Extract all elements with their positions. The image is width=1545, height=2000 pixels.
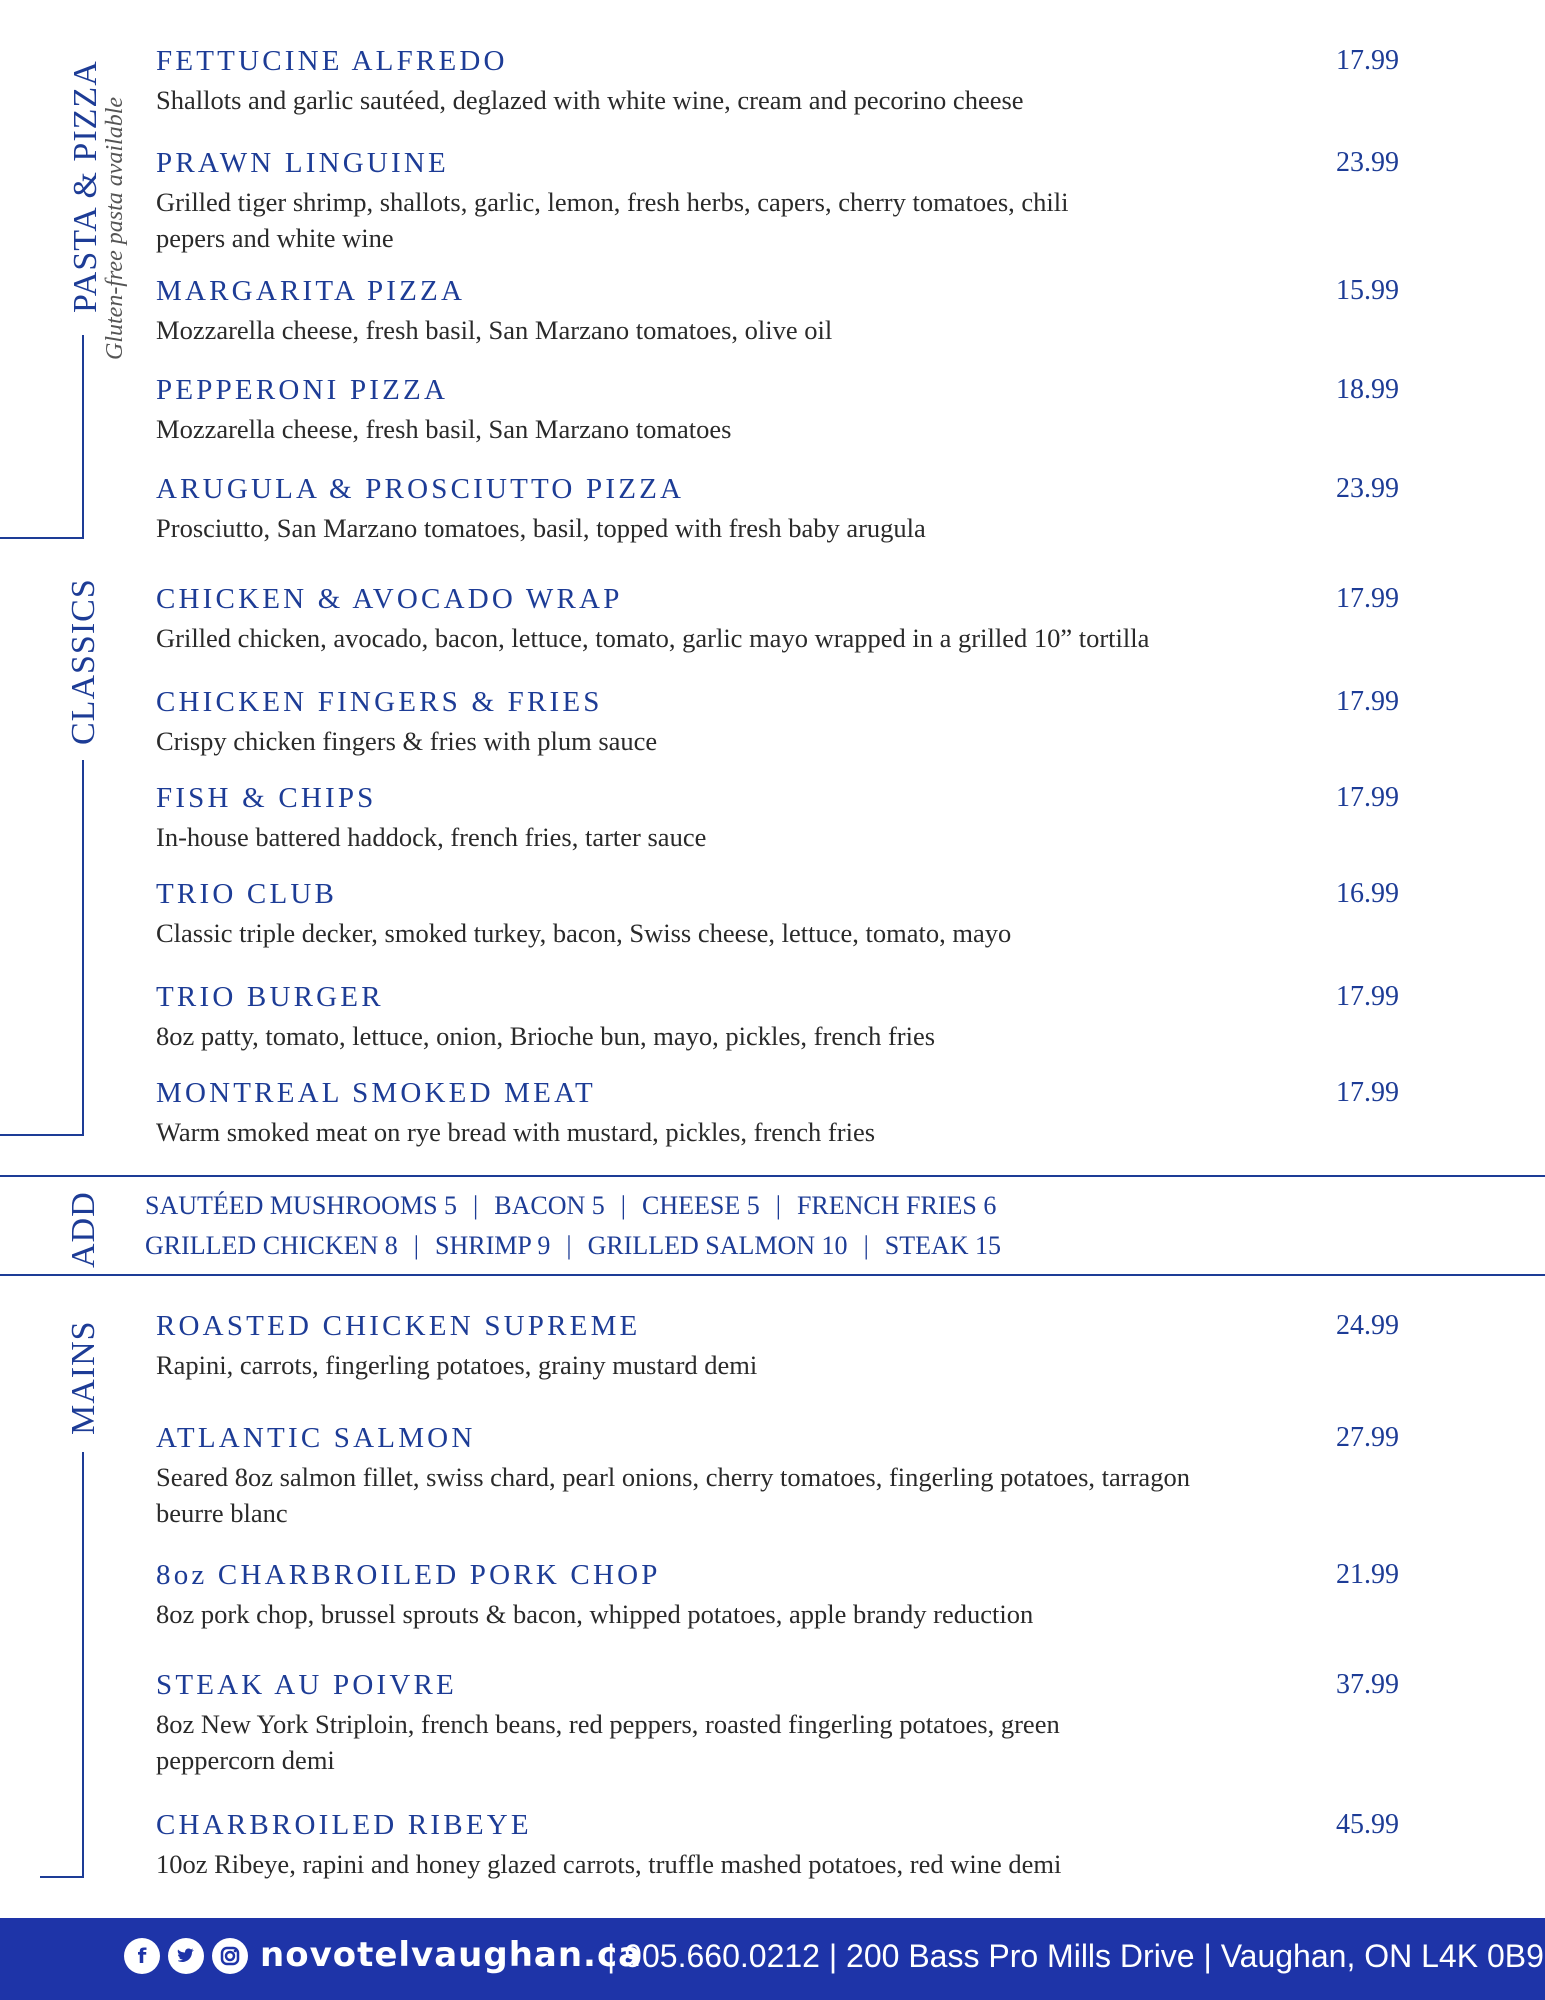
classics-section-bottom-line [0,1134,84,1136]
item-price: 18.99 [1336,374,1399,405]
item-price: 17.99 [1336,686,1399,717]
add-ons-row-1: SAUTÉED MUSHROOMS 5 | BACON 5 | CHEESE 5 | FRENCH FRIES 6 [145,1191,997,1220]
item-price: 17.99 [1336,583,1399,614]
item-name: CHARBROILED RIBEYE [156,1809,532,1841]
pasta-section-bottom-line [0,537,84,539]
item-price: 15.99 [1336,275,1399,306]
add-on-item: CHEESE 5 [642,1191,760,1220]
item-price: 37.99 [1336,1669,1399,1700]
add-section-top-line [0,1175,1545,1177]
item-price: 21.99 [1336,1559,1399,1590]
item-name: TRIO CLUB [156,878,338,910]
classics-section-vertical-line [82,760,84,1136]
item-name: ROASTED CHICKEN SUPREME [156,1310,641,1342]
item-description: Classic triple decker, smoked turkey, bacon, Swiss cheese, lettuce, tomato, mayo [156,918,1012,948]
twitter-icon[interactable] [168,1938,204,1974]
item-price: 17.99 [1336,782,1399,813]
item-name: STEAK AU POIVRE [156,1669,457,1701]
add-on-item: SHRIMP 9 [434,1231,551,1260]
mains-section-vertical-line [82,1452,84,1878]
item-name: PRAWN LINGUINE [156,147,449,179]
item-name: TRIO BURGER [156,981,384,1013]
item-price: 23.99 [1336,473,1399,504]
section-title-mains: MAINS [65,1320,102,1435]
item-name: MONTREAL SMOKED MEAT [156,1077,596,1109]
pasta-section-vertical-line [82,335,84,538]
section-title-classics: CLASSICS [65,578,102,745]
item-name: FETTUCINE ALFREDO [156,45,508,77]
add-ons-row-2: GRILLED CHICKEN 8 | SHRIMP 9 | GRILLED SALMON 10 | STEAK 15 [145,1231,1002,1260]
item-description: Grilled tiger shrimp, shallots, garlic, lemon, fresh herbs, capers, cherry tomatoes, chili pepers and white wine [156,187,1069,253]
item-price: 17.99 [1336,45,1399,76]
item-price: 23.99 [1336,147,1399,178]
footer-bar [0,1918,1545,2000]
item-name: CHICKEN & AVOCADO WRAP [156,583,623,615]
facebook-icon[interactable]: f [124,1938,160,1974]
item-description: Seared 8oz salmon fillet, swiss chard, pearl onions, cherry tomatoes, fingerling potatoes, tarragon beurre blanc [156,1462,1190,1528]
website-link[interactable]: novotelvaughan.ca [260,1935,643,1975]
section-subtitle-gluten-free: Gluten-free pasta available [102,96,128,360]
item-description: Crispy chicken fingers & fries with plum sauce [156,726,658,756]
item-name: PEPPERONI PIZZA [156,374,449,406]
item-name: FISH & CHIPS [156,782,377,814]
item-description: 10oz Ribeye, rapini and honey glazed carrots, truffle mashed potatoes, red wine demi [156,1849,1062,1879]
item-description: Warm smoked meat on rye bread with mustard, pickles, french fries [156,1117,876,1147]
item-description: Prosciutto, San Marzano tomatoes, basil, topped with fresh baby arugula [156,513,926,543]
item-description: Shallots and garlic sautéed, deglazed with white wine, cream and pecorino cheese [156,85,1024,115]
item-price: 45.99 [1336,1809,1399,1840]
item-name: ATLANTIC SALMON [156,1422,476,1454]
item-description: Mozzarella cheese, fresh basil, San Marzano tomatoes [156,414,732,444]
item-price: 27.99 [1336,1422,1399,1453]
add-on-item: STEAK 15 [884,1231,1002,1260]
item-description: 8oz pork chop, brussel sprouts & bacon, whipped potatoes, apple brandy reduction [156,1599,1034,1629]
section-title-pasta-pizza: PASTA & PIZZA [67,60,104,313]
item-price: 17.99 [1336,981,1399,1012]
item-name: ARUGULA & PROSCIUTTO PIZZA [156,473,685,505]
item-description: Rapini, carrots, fingerling potatoes, grainy mustard demi [156,1350,758,1380]
instagram-icon[interactable] [212,1938,248,1974]
item-description: Grilled chicken, avocado, bacon, lettuce, tomato, garlic mayo wrapped in a grilled 10” tortilla [156,623,1150,653]
add-on-item: GRILLED SALMON 10 [587,1231,848,1260]
item-description: 8oz patty, tomato, lettuce, onion, Brioche bun, mayo, pickles, french fries [156,1021,936,1051]
add-on-item: BACON 5 [494,1191,605,1220]
add-section-bottom-line [0,1274,1545,1276]
section-title-add: ADD [65,1191,102,1268]
mains-section-bottom-line [40,1876,84,1878]
add-on-item: SAUTÉED MUSHROOMS 5 [145,1191,458,1220]
item-description: Mozzarella cheese, fresh basil, San Marzano tomatoes, olive oil [156,315,833,345]
item-description: 8oz New York Striploin, french beans, red peppers, roasted fingerling potatoes, green peppercorn demi [156,1709,1060,1775]
add-on-item: FRENCH FRIES 6 [796,1191,997,1220]
item-name: MARGARITA PIZZA [156,275,466,307]
item-description: In-house battered haddock, french fries, tarter sauce [156,822,707,852]
item-price: 16.99 [1336,878,1399,909]
item-price: 24.99 [1336,1310,1399,1341]
add-on-item: GRILLED CHICKEN 8 [145,1231,398,1260]
item-name: 8oz CHARBROILED PORK CHOP [156,1559,661,1591]
item-name: CHICKEN FINGERS & FRIES [156,686,603,718]
contact-info: | 905.660.0212 | 200 Bass Pro Mills Drive | Vaughan, ON L4K 0B9 [607,1938,1544,1974]
item-price: 17.99 [1336,1077,1399,1108]
